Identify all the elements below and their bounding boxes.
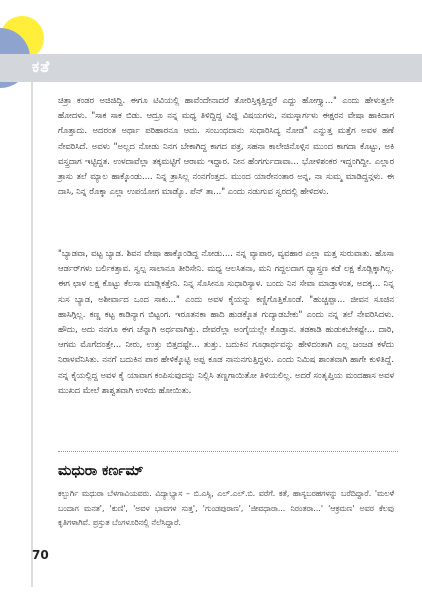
author-bio: ಕಲ್ಬುರ್ಗಿ ಮಧುರಾ ಬೆಳಗಾವಿಯವರು. ವಿದ್ಯಾಭ್ಯಾಸ – ಬಿ.ಎಸ್ಸಿ, ಎಲ್.ಎಲ್.ಬಿ. ವರೆಗೆ. ಕತೆ, ಹಾಸ್ಯಬರಹಗಳನ್ನು ಬರೆದಿದ್ದಾರೆ. 'ಮಲಳೆ ಬಂದಾಗ ಮನತ', 'ಕುಣಿ', 'ಅವಳ ಭಾವಗಳ ಸುತ್ತ', 'ಗುಂಡಪುರಾಣ', 'ಜೀವಧಾರಾ... ನಿರಂತರಾ...' 'ಆಕ್ರಮಣ' ಅವರ ಕೆಲವು ಕೃತಿಗಳಾಗಿವೆ. ಪ್ರಸ್ತುತ ಬೆಂಗಳೂರಿನಲ್ಲಿ ನೆಲೆಸಿದ್ದಾರೆ. [58,489,394,528]
left-margin-rule [31,82,33,587]
section-divider [58,451,398,452]
author-name: ಮಧುರಾ ಕರ್ಣಮ್ [58,463,144,479]
story-paragraph-1: ಚಿತ್ರಾ ಕಂಡರ ಅಜಿಜಿದ್ದಿ. ಈಗೂ ಟಿವಿಯಲ್ಲಿ ಹಾವೆಂದೇನಾದರೆ ತೋರಿಸ್ತಿಕ್ಕತ್ತಿದ್ದರೆ ಎದ್ದು ಹೋಗ್ತ್ಯಾ..." ಎಂದು ಹೇಳುತ್ತಲೇ ಹೋದಳು. "ಸಾಕ ಸಾಕ ಬಿಡು. ಆದ್ರೂ ನನ್ನ ಮಧ್ಯ ತಿಳಿದ್ದಿದ್ದ ವಿಜ್ಞಿ ವಿಷಯಗಳು, ನಮಸ್ಕಾರ್ಗಳು ಈಕ್ಷರನ ವೇಷಾ ಹಾಕಿದಾಗ ಗೊತ್ತಾದು. ಅದರಂತ ಅರ್ಥಾ ಪರಿಹಾರನೂ ಆದು. ಸಂಬಂಧದಾನು ಸುಧಾರಿಸಿದ್ಯ ನೋಡ" ಎನ್ನುತ್ತ ಮತ್ತೆಗ ಅವಳ ಹಣೆ ನೇವರಿಸಿದೆ. ಅವಳು "ಅಲ್ಲದ ನೋಡು ನಿನಗ ಬೇಕಾಗಿದ್ದ ಕಾಗದ ಪತ್ರ, ಸಹನಾ ಕಾಲೇಜಿನೊಳ್ಗಿನ ಮುಂದ ಕಾಗದಾ ಕೊಟ್ಟು, ಅಕಿ ವಸ್ತ್ರದಾಗ ಇಟ್ಟಿದ್ದತ. ಉಳದಾವೆಲ್ಲಾ ತಕ್ಕಮಟ್ಟಿಗೆ ಆರಾಮ ಇದ್ದಾರ. ನೀನ ಹೆಂಗರ್ಗುದಾವಾ... ಭೋಳಿಶಂಕರ ಇದ್ದಂಗಿದ್ದೀ. ಎಲ್ಲಾರ ತ್ರಾಸು ತಲೆ ಮ್ಯಾಲ ಹಾಕ್ಕೊಂಡು.... ನಿನ್ನ ತ್ರಾಸಿಲ್ಲ ನಂನಗೆಂತ್ತದ. ಮುಂದ ಯಾರೇನಂತಾರ ಅನ್ನ, ನಾ ಸುಮ್ಮ ಮಾಡಿದ್ದನ್ಗಳು. ಈ ದಾಸಿ, ನಿನ್ನ ರೊಕ್ಕಾ ಎಲ್ಲಾ ಉಪಯೋಗ ಮಾಡ್ಯೊ. ಪೆನ್ ತಾ..." ಎಂದು ನಡುಗುವ ಸ್ವರದಲ್ಲಿ ಹೇಳಿದಳು. [58,95,394,197]
story-paragraph-2: "ಬ್ಯಾಡವಾ, ವಟ್ಟ ಬ್ಯಾಡ. ಶಿವನ ವೇಷಾ ಹಾಕ್ಕೊಂಡಿದ್ದ ನೋಡು.... ನನ್ನ ವ್ಯಾಪಾರ, ವ್ಯವಹಾರ ಎಲ್ಲಾ ಮತ್ತ ಸುರುವಾತು. ಹೊಸಾ ಆರ್ಡರ್‌ಗಳು ಬರ್ಲಿಕತ್ತಾವ. ಸ್ವಲ್ಪ ಸಾಲಾನೂ ತೀರಿಸೇನಿ. ಮಧ್ಯ ಆಲಸಿತನಾ, ಮನಿ ಗದ್ದಲದಾಗ ಧ್ಯಾಸ್ತ್ರಣ ಕಡೆ ಲಕ್ಷ ಕೊಡ್ಲಿಕ್ಕಾಗಿಲ್ಲ. ಈಗ ಛಾಳ ಲಕ್ಷ ಕೊಟ್ಟು ಕೆಲಸಾ ಮಾಡ್ಲಿಕತ್ತೇನಿ. ನಿನ್ನ ಸೊಸೀನೂ ಸುಧಾರಿಸ್ಯಾಳ. ಬಂದು ನಿನ ಸೇವಾ ಮಾಡ್ತಾಳಂತ, ಅದಕ್ಕ... ನಿನ್ನ ಸುಸ ಬ್ಯಾಡ, ಅಶೀರ್ವಾದ ಒಂದ ಸಾಕು..." ಎಂದು ಅವಳ ಕೈಯನ್ನು ಕಣ್ಣಿಗೊತ್ತಿಕೊಂಡೆ. "ಹುಚ್ಚಪ್ಪಾ... ಜೀವನ ಸೂಜಿನ ಹಾಸಿಗ್ಗಿಲ್ಲ. ಕಣ್ಣ ಕಟ್ಟ ಕಾಡಿನ್ಯಾಗ ಬಿಟ್ಟಂಗ. ಇರೂತನಕಾ ಹಾದಿ ಹುಡಕ್ಕೊತ ಗುದ್ಯಾಡಬೇಕು" ಎಂದು ನನ್ನ ತಲೆ ನೇವರಿಸಿದಳು. ಹೌದು, ಅದು ನನಗೂ ಈಗ ಚೆನ್ನಾಗಿ ಅರ್ಥವಾಗಿತ್ತು. ದೇವರೆಲ್ಲಾ ಅಂಗೈಯಲ್ಲೇ ಕೊಡ್ತಾನ. ತಡಕಾಡಿ ಹುಡುಕಬೇಕಷ್ಟೇ... ದಾರಿ, ಆಗಮ ಮೊಗೆದಂತ್ತೇ... ನೀರು, ಉತ್ತು ಬಿತ್ತದಷ್ಟೇ... ತುತ್ತು. ಬದುಕಿನ ಗೂಢಾರ್ಥವನ್ನು ಹೇಳಿದಂತಾಗಿ ಎಲ್ಲ ಜಂಜಡ ಕಳೆದು ನಿರಾಳವೆನಿಸಿತು. ನನಗೆ ಬದುಕಿನ ಪಾಠ ಹೇಳಿಕ್ಕೊಟ್ಟಿ ಅಪ್ಪ ಕೂಡ ನಾನುನಗುತ್ತಿದ್ದಳು. ಎಂದು ನಿಮಿಷ ಶಾಂತವಾಗಿ ಹಾಗೇ ಕುಳಿತಿದ್ದೆ. ನನ್ನ ಕೈಯಲ್ಲಿದ್ದ ಅವಳ ಕೈ ಯಾವಾಗ ಕಂಪಿಸುವುದನ್ನು ನಿಲ್ಲಿಸಿ ತಣ್ಣಗಾಯಿತೋ ತಿಳಿಯಲಿಲ್ಲ. ಅದರೆ ಸಂತೃಪ್ತಿಯ ಮಂದಹಾಸ ಅವಳ ಮುಖದ ಮೇಲೆ ಶಾಶ್ವತವಾಗಿ ಉಳಿದು ಹೋಯಿತು. [58,248,394,395]
section-title: ಕತೆ [32,57,51,76]
section-header-bar [0,54,422,82]
page-number: 70 [32,548,49,562]
